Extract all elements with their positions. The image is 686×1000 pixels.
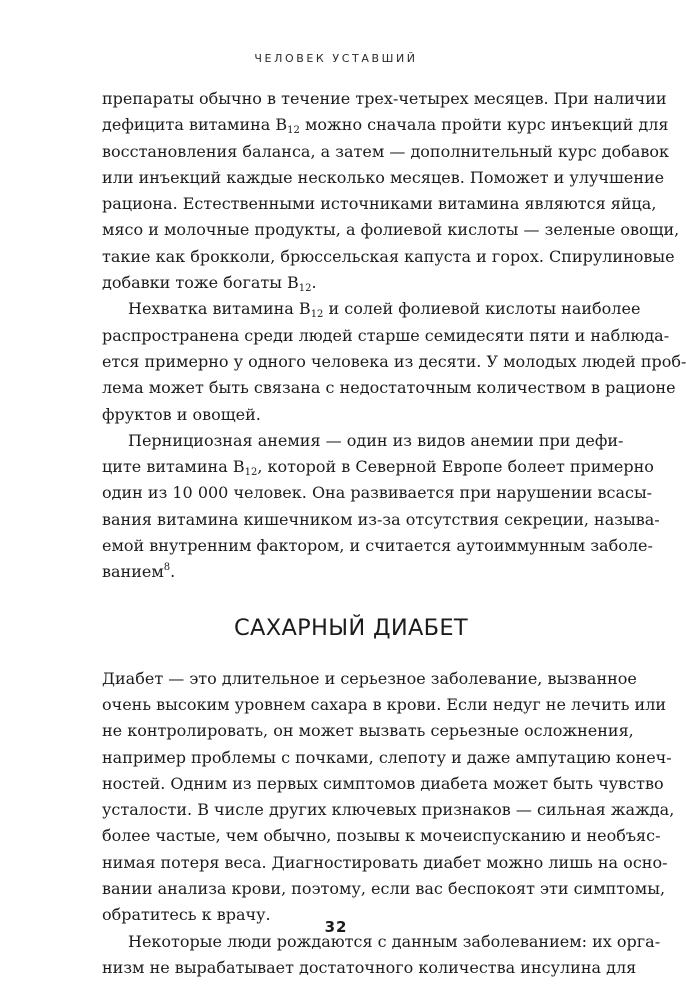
text-line: вании анализа крови, поэтому, если вас беспокоят эти симптомы, xyxy=(102,879,666,899)
text-line: нимая потеря веса. Диагностировать диабет можно лишь на осно- xyxy=(102,852,668,872)
text-line: не контролировать, он может вызвать серьезные осложнения, xyxy=(102,721,634,741)
text-line: ностей. Одним из первых симптомов диабета может быть чувство xyxy=(102,773,664,793)
body-text xyxy=(102,86,686,981)
text-line: Некоторые люди рождаются с данным заболеванием: их орга- xyxy=(128,931,661,951)
text-line: Пернициозная анемия — один из видов анемии при дефи- xyxy=(128,430,624,450)
text-line: низм не вырабатывает достаточного количества инсулина для xyxy=(102,957,637,977)
text-line: мясо и молочные продукты, а фолиевой кислоты — зеленые овощи, xyxy=(102,220,680,240)
text-line: препараты обычно в течение трех-четырех месяцев. При наличии xyxy=(102,89,667,108)
text-line: добавки тоже богаты $B_{12}$. xyxy=(102,273,317,295)
page-number: 32 xyxy=(324,918,348,936)
text-line: очень высоким уровнем сахара в крови. Если недуг не лечить или xyxy=(102,694,667,714)
text-line: фруктов и овощей. xyxy=(102,404,261,424)
text-line: один из 10 000 человек. Она развивается при нарушении всасы- xyxy=(102,483,653,503)
text-line: обратитесь к врачу. xyxy=(102,905,271,925)
text-line: такие как брокколи, брюссельская капуста и горох. Спирулиновые xyxy=(102,246,675,266)
text-line: Нехватка витамина $B_{12}$ и солей фолиевой кислоты наиболее xyxy=(128,299,641,321)
text-line: или инъекций каждые несколько месяцев. Поможет и улучшение xyxy=(102,167,665,187)
text-line: усталости. В числе других ключевых признаков — сильная жажда, xyxy=(102,800,675,820)
text-line: вания витамина кишечником из-за отсутствия секреции, называ- xyxy=(102,509,660,529)
text-line: дефицита витамина $B_{12}$ можно сначала пройти курс инъекций для xyxy=(102,115,669,137)
text-line: лема может быть связана с недостаточным количеством в рационе xyxy=(102,378,676,398)
text-line: восстановления баланса, а затем — дополнительный курс добавок xyxy=(102,141,670,161)
text-line: ется примерно у одного человека из десяти. У молодых людей проб- xyxy=(102,351,686,371)
text-line: рациона. Естественными источниками витамина являются яйца, xyxy=(102,194,657,214)
text-line: например проблемы с почками, слепоту и даже ампутацию конеч- xyxy=(102,747,672,767)
section-heading: САХАРНЫЙ ДИАБЕТ xyxy=(234,614,468,641)
text-line: ците витамина $B_{12}$, которой в Северной Европе болеет примерно xyxy=(102,457,654,479)
running-head: ЧЕЛОВЕК УСТАВШИЙ xyxy=(254,52,418,65)
text-line: Диабет — это длительное и серьезное заболевание, вызванное xyxy=(102,668,637,688)
text-line: ванием$^8$. xyxy=(102,562,176,582)
text-line: более частые, чем обычно, позывы к мочеиспусканию и необъяс- xyxy=(102,826,661,846)
text-line: распространена среди людей старше семидесяти пяти и наблюда- xyxy=(102,325,670,345)
text-line: емой внутренним фактором, и считается аутоиммунным заболе- xyxy=(102,536,653,556)
